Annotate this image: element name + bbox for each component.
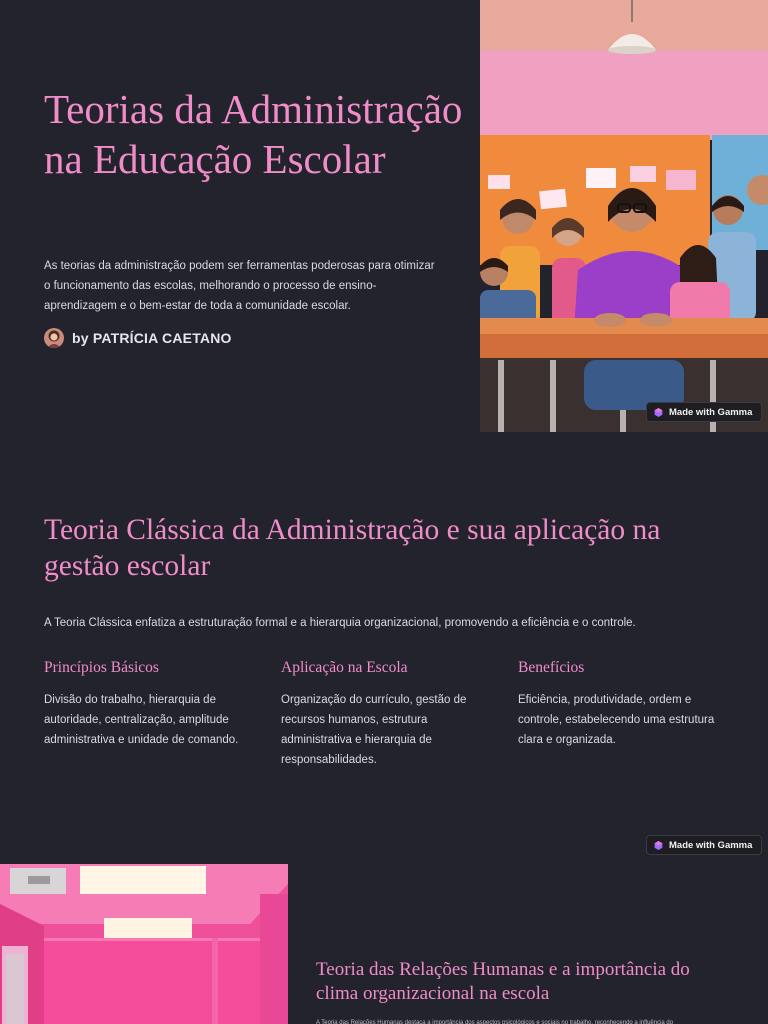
column-text: Divisão do trabalho, hierarquia de autoridade, centralização, amplitude administrativa e unidade de comando. — [44, 694, 239, 746]
column-title: Benefícios — [518, 659, 585, 676]
made-with-gamma-badge[interactable] — [646, 835, 762, 855]
intro-description: As teorias da administração podem ser ferramentas poderosas para otimizar o funcionamento das escolas, melhorando o processo de ensino-aprendizagem e o bem-estar de toda a comunidade escolar. — [44, 260, 435, 312]
author-name: by PATRÍCIA CAETANO — [72, 330, 232, 346]
column-text: Organização do currículo, gestão de recursos humanos, estrutura administrativa e hierarquia de responsabilidades. — [281, 694, 467, 766]
pink-room-photo-icon — [0, 864, 288, 1024]
title-slide — [0, 0, 768, 432]
author-byline — [44, 328, 232, 348]
column-text: Eficiência, produtividade, ordem e controle, estabelecendo uma estrutura clara e organizada. — [518, 694, 715, 746]
pink-room-photo — [0, 864, 288, 1024]
page-title: Teorias da Administração na Educação Escolar — [44, 86, 463, 182]
section-title-classical: Teoria Clássica da Administração e sua aplicação na gestão escolar — [44, 514, 661, 582]
section-text-human-relations: A Teoria das Relações Humanas destaca a importância dos aspectos psicológicos e sociais no trabalho, reconhecendo a influência do — [316, 1020, 674, 1024]
section-intro-classical: A Teoria Clássica enfatiza a estruturação formal e a hierarquia organizacional, promovendo a eficiência e o controle. — [44, 617, 636, 629]
column-title: Princípios Básicos — [44, 659, 159, 676]
made-with-gamma-label: Made with Gamma — [669, 839, 753, 851]
gamma-logo-icon — [654, 841, 663, 850]
made-with-gamma-label: Made with Gamma — [669, 406, 753, 418]
made-with-gamma-badge[interactable] — [646, 402, 762, 422]
avatar — [44, 328, 64, 348]
column-application — [281, 658, 496, 770]
classroom-photo-icon — [480, 0, 768, 432]
classroom-photo — [480, 0, 768, 432]
section-title-human-relations: Teoria das Relações Humanas e a importância do clima organizacional na escola — [316, 959, 690, 1004]
gamma-logo-icon — [654, 408, 663, 417]
column-benefits — [518, 658, 733, 750]
column-title: Aplicação na Escola — [281, 659, 408, 676]
column-principles — [44, 658, 259, 750]
